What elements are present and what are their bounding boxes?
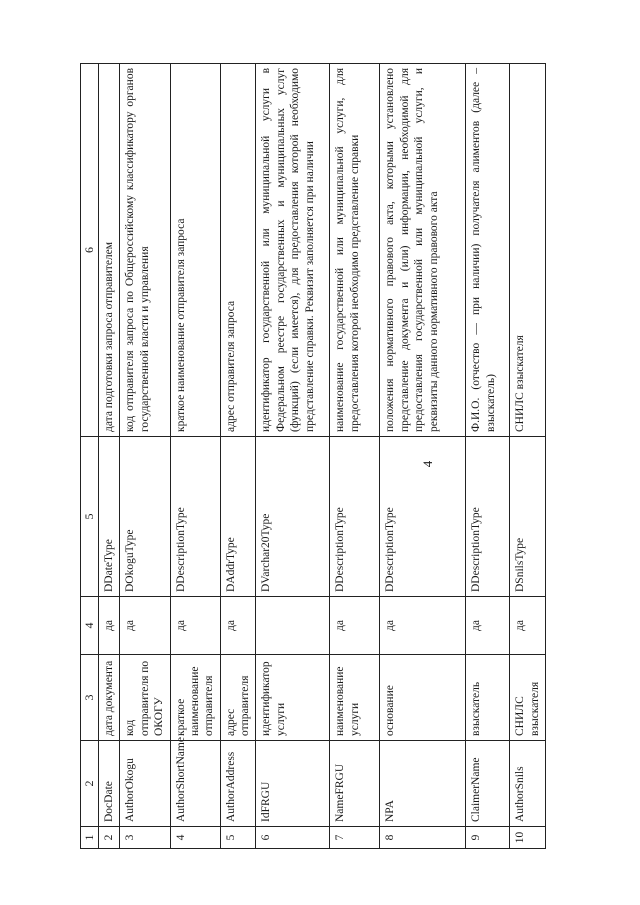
field-comment: краткое наименование отправителя запроса [170, 64, 220, 437]
header-cell: 1 [81, 827, 99, 849]
fields-table [80, 63, 546, 849]
field-required: да [170, 597, 220, 655]
field-required: да [466, 597, 510, 655]
field-required: да [120, 597, 170, 655]
table-row [510, 64, 546, 849]
table-row [466, 64, 510, 849]
table-row [220, 64, 256, 849]
table-row [256, 64, 330, 849]
row-number: 10 [510, 827, 546, 849]
field-type: DOkoguType [120, 437, 170, 597]
table-row [120, 64, 170, 849]
field-name: NameFRGU [330, 741, 380, 827]
field-type: DAddrType [220, 437, 256, 597]
field-description: СНИЛС взыскателя [510, 655, 546, 741]
header-cell: 5 [81, 437, 99, 597]
row-number: 8 [380, 827, 466, 849]
field-comment: Ф.И.О. (отчество — при наличии) получателя алиментов (далее – взыскатель) [466, 64, 510, 437]
field-name: AuthorSnils [510, 741, 546, 827]
field-comment: наименование государственной или муниципальной услуги, для предоставления которой необходимо представление справки [330, 64, 380, 437]
field-description: взыскатель [466, 655, 510, 741]
field-required [256, 597, 330, 655]
field-required: да [220, 597, 256, 655]
field-required: да [99, 597, 120, 655]
field-description: адрес отправителя [220, 655, 256, 741]
header-cell: 2 [81, 741, 99, 827]
row-number: 9 [466, 827, 510, 849]
field-comment: СНИЛС взыскателя [510, 64, 546, 437]
field-name: DocDate [99, 741, 120, 827]
field-required: да [330, 597, 380, 655]
header-row [81, 64, 99, 849]
table-row [380, 64, 466, 849]
field-comment: идентификатор государственной или муниципальной услуги в Федеральном реестре государственных и муниципальных услуг (функций) (если имеется), для предоставления которой необходимо представление справки. Реквизит заполняется при наличии [256, 64, 330, 437]
header-cell: 6 [81, 64, 99, 437]
field-description: дата документа [99, 655, 120, 741]
field-name: IdFRGU [256, 741, 330, 827]
table-row [330, 64, 380, 849]
field-description: наименование услуги [330, 655, 380, 741]
row-number: 7 [330, 827, 380, 849]
page-number: 4 [420, 460, 435, 468]
row-number: 4 [170, 827, 220, 849]
field-type: DDescriptionType [330, 437, 380, 597]
field-description: краткое наименование отправителя [170, 655, 220, 741]
field-required: да [510, 597, 546, 655]
field-description: идентификатор услуги [256, 655, 330, 741]
field-type: DDateType [99, 437, 120, 597]
field-comment: положения нормативного правового акта, которыми установлено представление документа и (или) информации, необходимой для предоставления государственной или муниципальной услуги, и реквизиты данного нормативного правового акта [380, 64, 466, 437]
field-name: AuthorShortName [170, 741, 220, 827]
field-comment: код отправителя запроса по Общероссийскому классификатору органов государственной власти и управления [120, 64, 170, 437]
row-number: 3 [120, 827, 170, 849]
field-required: да [380, 597, 466, 655]
header-cell: 4 [81, 597, 99, 655]
field-name: NPA [380, 741, 466, 827]
table-row [99, 64, 120, 849]
field-description: код отправителя по ОКОГУ [120, 655, 170, 741]
row-number: 2 [99, 827, 120, 849]
field-name: ClaimerName [466, 741, 510, 827]
field-type: DSnilsType [510, 437, 546, 597]
header-cell: 3 [81, 655, 99, 741]
table-row [170, 64, 220, 849]
field-type: DDescriptionType [380, 437, 466, 597]
rotated-table-container [80, 63, 541, 849]
field-name: AuthorAddress [220, 741, 256, 827]
field-description: основание [380, 655, 466, 741]
field-type: DDescriptionType [466, 437, 510, 597]
field-type: DVarchar20Type [256, 437, 330, 597]
field-type: DDescriptionType [170, 437, 220, 597]
row-number: 6 [256, 827, 330, 849]
field-name: AuthorOkogu [120, 741, 170, 827]
field-comment: дата подготовки запроса отправителем [99, 64, 120, 437]
row-number: 5 [220, 827, 256, 849]
field-comment: адрес отправителя запроса [220, 64, 256, 437]
